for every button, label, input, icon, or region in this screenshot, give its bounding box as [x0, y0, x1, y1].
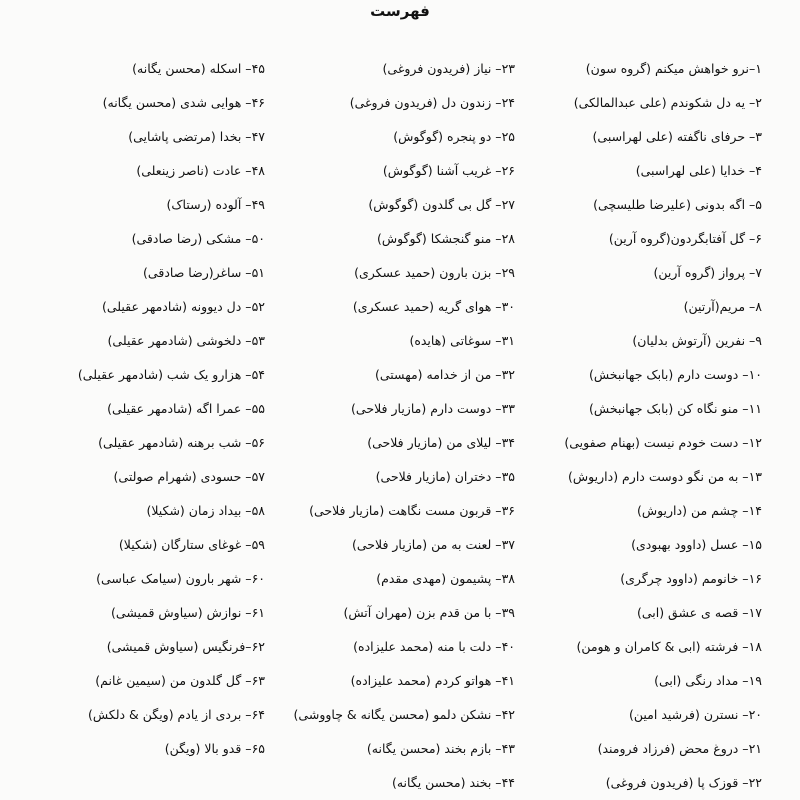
track-item: ۱۳– به من نگو دوست دارم (داریوش) — [568, 469, 762, 484]
track-item: ۶– گل آفتابگردون(گروه آرین) — [608, 231, 762, 246]
page-title: فهرست — [370, 2, 430, 20]
track-item: ۱۴– چشم من (داریوش) — [636, 503, 762, 518]
track-item: ۱۱– منو نگاه کن (بابک جهانبخش) — [589, 401, 762, 416]
track-item: ۴۷– بخدا (مرتضی پاشایی) — [128, 129, 265, 144]
track-item: ۱۷– قصه ی عشق (ابی) — [636, 605, 762, 620]
track-item: ۶۳– گل گلدون من (سیمین غانم) — [95, 673, 265, 688]
track-item: ۱۰– دوست دارم (بابک جهانبخش) — [588, 367, 762, 382]
track-item: ۴۱– هواتو کردم (محمد علیزاده) — [350, 673, 515, 688]
track-item: ۶۰– شهر بارون (سیامک عباسی) — [96, 571, 265, 586]
track-item: ۳۷– لعنت به من (مازیار فلاحی) — [351, 537, 515, 552]
track-column-3 — [20, 52, 265, 766]
track-item: ۴۶– هوایی شدی (محسن یگانه) — [102, 95, 265, 110]
track-item: ۶۱– نوازش (سیاوش قمیشی) — [111, 605, 265, 620]
track-item: ۵– اگه بدونی (علیرضا طلیسچی) — [593, 197, 762, 212]
track-item: ۳۵– دختران (مازیار فلاحی) — [375, 469, 515, 484]
track-item: ۴۰– دلت با منه (محمد علیزاده) — [353, 639, 515, 654]
track-item: ۵۵– عمرا اگه (شادمهر عقیلی) — [107, 401, 265, 416]
track-item: ۲۰– نسترن (فرشید امین) — [629, 707, 762, 722]
track-item: ۱۲– دست خودم نیست (بهنام صفویی) — [564, 435, 762, 450]
track-item: ۳۲– من از خدامه (مهستی) — [374, 367, 515, 382]
track-item: ۲– یه دل شکوندم (علی عبدالمالکی) — [573, 95, 762, 110]
track-item: ۶۵– قدو بالا (ویگن) — [164, 741, 265, 756]
track-item: ۵۸– بیداد زمان (شکیلا) — [146, 503, 265, 518]
track-item: ۳۹– با من قدم بزن (مهران آتش) — [343, 605, 515, 620]
track-item: ۵۴– هزارو یک شب (شادمهر عقیلی) — [77, 367, 265, 382]
track-item: ۲۵– دو پنجره (گوگوش) — [393, 129, 515, 144]
track-item: ۴۹– آلوده (رستاک) — [166, 197, 265, 212]
track-item: ۲۳– نیاز (فریدون فروغی) — [382, 61, 515, 76]
track-item: ۳۳– دوست دارم (مازیار فلاحی) — [351, 401, 515, 416]
track-item: ۸– مریم(آرتین) — [683, 299, 762, 314]
track-item: ۵۲– دل دیوونه (شادمهر عقیلی) — [101, 299, 265, 314]
track-item: ۵۹– غوغای ستارگان (شکیلا) — [118, 537, 265, 552]
track-item: ۲۹– بزن بارون (حمید عسکری) — [354, 265, 515, 280]
track-item: ۴۸– عادت (ناصر زینعلی) — [136, 163, 265, 178]
track-item: ۱۶– خانومم (داوود چرگری) — [620, 571, 762, 586]
track-item: ۶۴– بردی از یادم (ویگن & دلکش) — [87, 707, 265, 722]
track-item: ۴۵– اسکله (محسن یگانه) — [132, 61, 265, 76]
track-item: ۳۰– هوای گریه (حمید عسکری) — [352, 299, 515, 314]
track-item: ۵۷– حسودی (شهرام صولتی) — [113, 469, 265, 484]
track-item: ۳– حرفای ناگفته (علی لهراسبی) — [592, 129, 762, 144]
track-item: ۴۳– بازم بخند (محسن یگانه) — [366, 741, 515, 756]
track-item: ۲۷– گل بی گلدون (گوگوش) — [368, 197, 515, 212]
track-item: ۵۱– ساغر(رضا صادقی) — [143, 265, 265, 280]
track-item: ۶۲–فرنگیس (سیاوش قمیشی) — [106, 639, 265, 654]
track-item: ۴۲– نشکن دلمو (محسن یگانه & چاووشی) — [293, 707, 515, 722]
track-item: ۲۲– قوزک پا (فریدون فروغی) — [605, 775, 762, 790]
track-item: ۴۴– بخند (محسن یگانه) — [391, 775, 515, 790]
track-item: ۱–نرو خواهش میکنم (گروه سون) — [585, 61, 762, 76]
track-item: ۳۸– پشیمون (مهدی مقدم) — [376, 571, 515, 586]
track-item: ۹– نفرین (آرتوش بدلیان) — [632, 333, 762, 348]
track-item: ۳۱– سوغاتی (هایده) — [409, 333, 515, 348]
track-item: ۵۰– مشکی (رضا صادقی) — [131, 231, 265, 246]
track-column-2 — [275, 52, 515, 800]
track-item: ۲۶– غریب آشنا (گوگوش) — [382, 163, 515, 178]
track-item: ۵۳– دلخوشی (شادمهر عقیلی) — [107, 333, 265, 348]
track-item: ۲۸– منو گنجشکا (گوگوش) — [376, 231, 515, 246]
track-item: ۲۱– دروغ محض (فرزاد فرومند) — [597, 741, 762, 756]
track-item: ۳۶– قربون مست نگاهت (مازیار فلاحی) — [309, 503, 515, 518]
track-item: ۱۸– فرشته (ابی & کامران و هومن) — [576, 639, 762, 654]
track-item: ۷– پرواز (گروه آرین) — [653, 265, 762, 280]
track-item: ۳۴– لیلای من (مازیار فلاحی) — [367, 435, 515, 450]
track-item: ۵۶– شب برهنه (شادمهر عقیلی) — [98, 435, 265, 450]
track-item: ۴– خدایا (علی لهراسبی) — [635, 163, 762, 178]
track-item: ۱۹– مداد رنگی (ابی) — [654, 673, 762, 688]
track-item: ۱۵– عسل (داوود بهبودی) — [631, 537, 762, 552]
track-item: ۲۴– زندون دل (فریدون فروغی) — [349, 95, 515, 110]
track-column-1 — [532, 52, 762, 800]
